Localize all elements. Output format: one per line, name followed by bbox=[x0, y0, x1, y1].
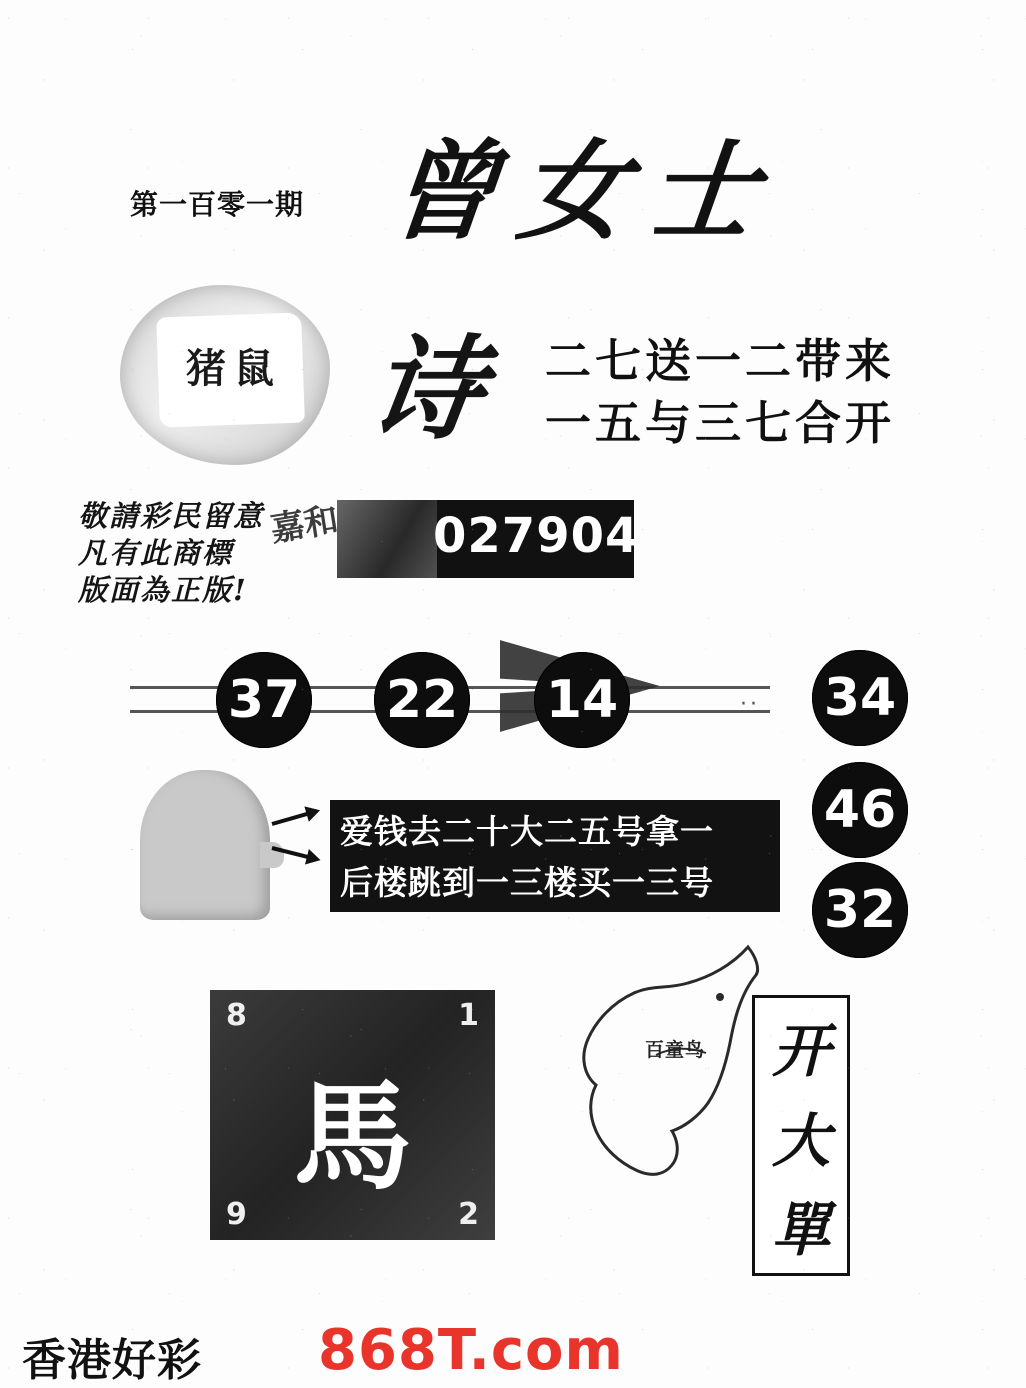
vertical-phrase-char: 單 bbox=[771, 1196, 830, 1265]
vertical-phrase-box bbox=[752, 995, 850, 1276]
poem-line-1: 二七送一二带来 bbox=[545, 334, 895, 388]
panel-corner-number: 1 bbox=[458, 998, 479, 1033]
number-ball: 34 bbox=[812, 650, 908, 746]
horse-character: 馬 bbox=[293, 1067, 412, 1206]
poem-line-2: 一五与三七合开 bbox=[545, 396, 895, 451]
stamp-seal-overlay: 嘉和 bbox=[267, 499, 342, 551]
notice-line-2: 凡有此商標 bbox=[78, 536, 234, 571]
vertical-phrase-char: 大 bbox=[771, 1106, 830, 1175]
footer-site-name: 香港好彩 bbox=[22, 1335, 202, 1386]
head-silhouette-icon bbox=[140, 770, 270, 920]
speech-line-1: 爱钱去二十大二五号拿一 bbox=[340, 812, 714, 851]
footer-url[interactable]: 868T.com bbox=[318, 1318, 624, 1383]
stamp-smudge bbox=[337, 500, 437, 578]
notice-text bbox=[78, 498, 264, 609]
issue-label: 第一百零一期 bbox=[130, 188, 305, 221]
footer bbox=[0, 1318, 1026, 1388]
horse-panel bbox=[210, 990, 495, 1240]
notice-line-3: 版面為正版! bbox=[78, 573, 248, 608]
speech-line-2: 后楼跳到一三楼买一三号 bbox=[340, 863, 714, 903]
panel-corner-number: 2 bbox=[458, 1197, 479, 1232]
number-ball: 14 bbox=[534, 652, 630, 748]
poem-lines bbox=[545, 330, 895, 454]
vertical-phrase-char: 开 bbox=[771, 1016, 830, 1085]
brand-title: 曾女士 bbox=[382, 129, 786, 255]
number-ball: 46 bbox=[812, 762, 908, 858]
number-ball: 37 bbox=[216, 652, 312, 748]
poem-heading-char: 诗 bbox=[361, 324, 492, 455]
zodiac-bubble bbox=[120, 285, 330, 465]
number-ball: 32 bbox=[812, 862, 908, 958]
arrow-trailing-dots: ·· bbox=[740, 692, 760, 717]
speech-arrows-icon bbox=[272, 816, 332, 876]
speech-box bbox=[330, 800, 780, 912]
stamp-code: 027904 bbox=[433, 508, 640, 564]
notice-line-1: 敬請彩民留意 bbox=[78, 499, 265, 533]
zodiac-animals: 猪鼠 bbox=[186, 345, 282, 392]
panel-corner-number: 8 bbox=[226, 998, 247, 1033]
number-ball: 22 bbox=[374, 652, 470, 748]
panel-corner-number: 9 bbox=[226, 1197, 247, 1232]
stamp-code-box bbox=[337, 500, 640, 578]
dove-label: 百童鸟 bbox=[645, 1039, 706, 1061]
